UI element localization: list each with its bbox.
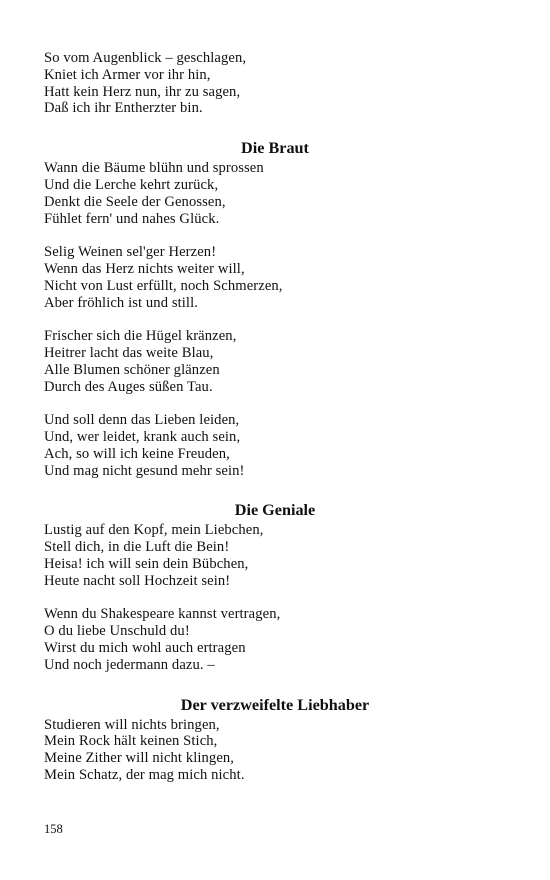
verse-line: Stell dich, in die Luft die Bein! bbox=[44, 539, 230, 556]
verse-line: Ach, so will ich keine Freuden, bbox=[44, 445, 230, 462]
stanza bbox=[44, 717, 506, 784]
verse-line: Aber fröhlich ist und still. bbox=[44, 294, 198, 311]
verse-line: Wirst du mich wohl auch ertragen bbox=[44, 639, 246, 656]
verse-line: So vom Augenblick – geschlagen, bbox=[44, 50, 247, 66]
verse-line: Und mag nicht gesund mehr sein! bbox=[44, 462, 245, 479]
poem-title: Die Geniale bbox=[234, 501, 316, 520]
verse-line: Wenn das Herz nichts weiter will, bbox=[44, 260, 245, 277]
poem-der-verzweifelte-liebhaber bbox=[44, 674, 506, 784]
verse-line: Kniet ich Armer vor ihr hin, bbox=[44, 66, 211, 83]
verse-line: Wann die Bäume blühn und sprossen bbox=[44, 160, 264, 177]
poem-die-geniale bbox=[44, 479, 506, 673]
page-number: 158 bbox=[44, 822, 63, 836]
verse-line: O du liebe Unschuld du! bbox=[44, 623, 190, 640]
verse-line: Nicht von Lust erfüllt, noch Schmerzen, bbox=[44, 277, 283, 294]
verse-line: Heute nacht soll Hochzeit sein! bbox=[44, 572, 231, 589]
verse-line: Lustig auf den Kopf, mein Liebchen, bbox=[44, 522, 264, 539]
stanza bbox=[44, 606, 506, 673]
stanza bbox=[44, 328, 506, 395]
opening-stanza bbox=[44, 50, 506, 117]
verse-line: Selig Weinen sel'ger Herzen! bbox=[44, 244, 217, 261]
verse-line: Heitrer lacht das weite Blau, bbox=[44, 344, 214, 361]
verse-line: Durch des Auges süßen Tau. bbox=[44, 378, 213, 395]
verse-line: Studieren will nichts bringen, bbox=[44, 716, 220, 733]
page-body bbox=[44, 50, 506, 784]
verse-line: Wenn du Shakespeare kannst vertragen, bbox=[44, 606, 281, 623]
verse-line: Alle Blumen schöner glänzen bbox=[44, 361, 220, 378]
verse-line: Frischer sich die Hügel kränzen, bbox=[44, 328, 237, 345]
stanza bbox=[44, 244, 506, 311]
verse-line: Heisa! ich will sein dein Bübchen, bbox=[44, 555, 249, 572]
poem-die-braut bbox=[44, 117, 506, 479]
verse-line: Mein Rock hält keinen Stich, bbox=[44, 733, 218, 750]
verse-line: Hatt kein Herz nun, ihr zu sagen, bbox=[44, 83, 241, 100]
verse-line: Und noch jedermann dazu. – bbox=[44, 656, 215, 673]
verse-line: Mein Schatz, der mag mich nicht. bbox=[44, 766, 245, 783]
verse-line: Denkt die Seele der Genossen, bbox=[44, 193, 226, 210]
poem-title: Der verzweifelte Liebhaber bbox=[180, 695, 370, 714]
stanza bbox=[44, 160, 506, 227]
stanza bbox=[44, 412, 506, 479]
verse-line: Und soll denn das Lieben leiden, bbox=[44, 412, 240, 429]
verse-line: Meine Zither will nicht klingen, bbox=[44, 750, 235, 767]
stanza bbox=[44, 522, 506, 589]
poem-title: Die Braut bbox=[241, 139, 309, 158]
verse-line: Daß ich ihr Entherzter bin. bbox=[44, 100, 203, 117]
verse-line: Und die Lerche kehrt zurück, bbox=[44, 176, 219, 193]
verse-line: Fühlet fern' und nahes Glück. bbox=[44, 210, 220, 227]
verse-line: Und, wer leidet, krank auch sein, bbox=[44, 428, 241, 445]
